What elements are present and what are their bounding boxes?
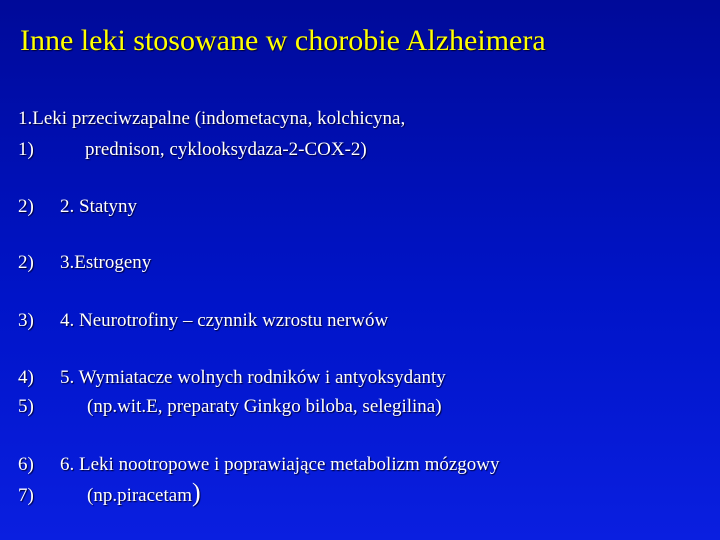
list-text: 5. Wymiatacze wolnych rodników i antyoksydanty <box>60 367 446 388</box>
list-text: 6. Leki nootropowe i poprawiające metabolizm mózgowy <box>60 454 500 475</box>
slide-title: Inne leki stosowane w chorobie Alzheimera <box>20 24 546 57</box>
list-number: 2) <box>18 196 34 217</box>
list-text: 4. Neurotrofiny – czynnik wzrostu nerwów <box>60 310 389 331</box>
list-number: 6) <box>18 454 34 475</box>
list-text: (np.wit.E, preparaty Ginkgo biloba, selegilina) <box>87 396 442 417</box>
list-item <box>18 196 137 218</box>
list-number: 7) <box>18 485 34 506</box>
list-item <box>18 367 446 389</box>
list-item <box>18 454 500 476</box>
list-number: 5) <box>18 396 34 417</box>
list-text: 1.Leki przeciwzapalne (indometacyna, kolchicyna, <box>18 108 406 129</box>
list-number: 4) <box>18 367 34 388</box>
list-number: 3) <box>18 310 34 331</box>
list-text-suffix: ) <box>191 478 201 507</box>
list-item <box>18 478 201 507</box>
list-text: 2. Statyny <box>60 196 138 217</box>
list-number: 1) <box>18 139 34 160</box>
list-text: 3.Estrogeny <box>60 252 152 273</box>
list-number: 2) <box>18 252 34 273</box>
list-item <box>18 396 442 418</box>
list-text: (np.piracetam <box>87 485 192 506</box>
list-item <box>18 310 388 332</box>
list-item <box>18 108 405 130</box>
list-item <box>18 252 151 274</box>
list-text: prednison, cyklooksydaza-2-COX-2) <box>85 139 367 160</box>
list-item <box>18 139 367 161</box>
